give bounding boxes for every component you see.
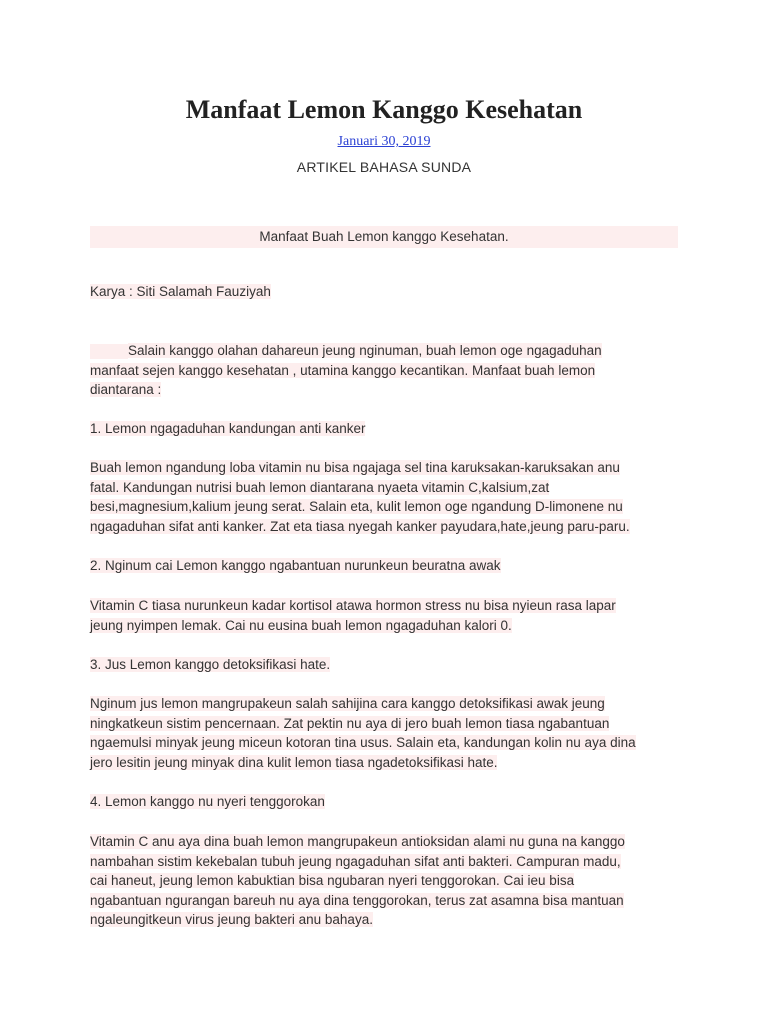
section-paragraph: [90, 596, 690, 635]
paragraph-line: fatal. Kandungan nutrisi buah lemon diantarana nyaeta vitamin C,kalsium,zat: [90, 479, 550, 495]
article-subtitle: Manfaat Buah Lemon kanggo Kesehatan.: [90, 226, 678, 248]
article-category: ARTIKEL BAHASA SUNDA: [296, 159, 472, 175]
section-heading: [90, 556, 690, 576]
indent-space: [90, 344, 128, 359]
section-heading: [90, 419, 690, 439]
paragraph-line: ningkatkeun sistim pencernaan. Zat pektin nu aya di jero buah lemon tiasa ngabantuan: [90, 715, 610, 731]
section-heading: [90, 655, 690, 675]
date-link[interactable]: Januari 30, 2019: [337, 134, 431, 149]
section-paragraph: [90, 458, 690, 536]
paragraph-line: besi,magnesium,kalium jeung serat. Salain eta, kulit lemon oge ngandung D-limonene nu: [90, 499, 623, 515]
intro-line: diantarana :: [90, 382, 162, 398]
paragraph-line: ngaemulsi minyak jeung miceun kotoran tina usus. Salain eta, kandungan kolin nu aya dina: [90, 735, 636, 751]
paragraph-line: Buah lemon ngandung loba vitamin nu bisa ngajaga sel tina karuksakan-karuksakan anu: [90, 460, 620, 475]
paragraph-line: cai haneut, jeung lemon kabuktian bisa ngubaran nyeri tenggorokan. Cai ieu bisa: [90, 873, 575, 889]
paragraph-line: Vitamin C anu aya dina buah lemon mangrupakeun antioksidan alami nu guna na kanggo: [90, 834, 625, 849]
section-heading-text: 3. Jus Lemon kanggo detoksifikasi hate.: [90, 657, 331, 672]
section-heading-text: 4. Lemon kanggo nu nyeri tenggorokan: [90, 794, 325, 809]
section-paragraph: [90, 694, 690, 772]
paragraph-line: ngagaduhan sifat anti kanker. Zat eta tiasa nyegah kanker payudara,hate,jeung paru-paru.: [90, 518, 630, 534]
article-date: [0, 133, 768, 151]
paragraph-line: jero lesitin jeung minyak dina kulit lemon tiasa ngadetoksifikasi hate.: [90, 754, 498, 770]
paragraph-line: nambahan sistim kekebalan tubuh jeung ngagaduhan sifat anti bakteri. Campuran madu,: [90, 853, 621, 869]
paragraph-line: jeung nyimpen lemak. Cai nu eusina buah lemon ngagaduhan kalori 0.: [90, 617, 512, 633]
paragraph-line: Vitamin C tiasa nurunkeun kadar kortisol atawa hormon stress nu bisa nyieun rasa lapar: [90, 598, 616, 613]
intro-paragraph: [90, 341, 690, 400]
author-text: Karya : Siti Salamah Fauziyah: [90, 284, 271, 299]
section-heading: [90, 792, 690, 812]
paragraph-line: ngaleungitkeun virus jeung bakteri anu bahaya.: [90, 912, 373, 928]
paragraph-line: Nginum jus lemon mangrupakeun salah sahijina cara kanggo detoksifikasi awak jeung: [90, 696, 605, 711]
intro-line: Salain kanggo olahan dahareun jeung nginuman, buah lemon oge ngagaduhan: [128, 343, 602, 358]
section-heading-text: 2. Nginum cai Lemon kanggo ngabantuan nurunkeun beuratna awak: [90, 558, 501, 573]
section-paragraph: [90, 832, 690, 930]
intro-line: manfaat sejen kanggo kesehatan , utamina kanggo kecantikan. Manfaat buah lemon: [90, 362, 596, 378]
article-title: Manfaat Lemon Kanggo Kesehatan: [185, 95, 583, 124]
paragraph-line: ngabantuan ngurangan bareuh nu aya dina tenggorokan, terus zat asamna bisa mantuan: [90, 892, 624, 908]
author-line: [90, 282, 690, 302]
section-heading-text: 1. Lemon ngagaduhan kandungan anti kanker: [90, 421, 366, 436]
